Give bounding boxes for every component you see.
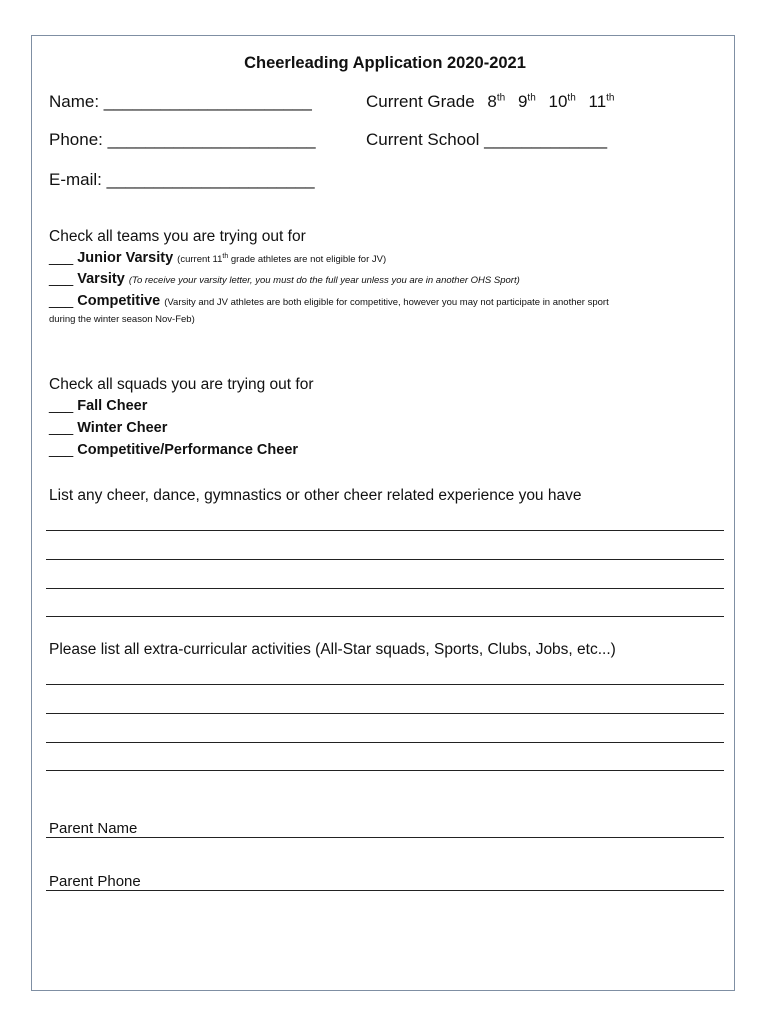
form-title: Cheerleading Application 2020-2021 — [244, 54, 526, 72]
team-note-jv: (current 11th grade athletes are not eligible for JV) — [177, 252, 387, 265]
squad-label-fall: Fall Cheer — [77, 398, 148, 414]
team-label-varsity: Varsity — [77, 271, 125, 287]
current-school-field[interactable]: Current School _____________ — [366, 130, 608, 149]
experience-prompt: List any cheer, dance, gymnastics or other cheer related experience you have — [49, 487, 582, 504]
experience-line-4[interactable] — [46, 616, 724, 617]
parent-phone-line[interactable] — [46, 890, 724, 891]
activities-line-2[interactable] — [46, 713, 724, 714]
squad-label-competitive: Competitive/Performance Cheer — [77, 442, 299, 458]
team-note-varsity: (To receive your varsity letter, you must do the full year unless you are in another OHS Sport) — [128, 275, 520, 286]
name-field[interactable]: Name: ______________________ — [49, 92, 312, 111]
team-option-varsity[interactable] — [49, 271, 520, 287]
phone-field[interactable]: Phone: ______________________ — [49, 130, 316, 149]
current-grade-label: Current Grade — [366, 92, 475, 111]
grade-option-8[interactable]: 8th — [487, 92, 506, 111]
activities-prompt: Please list all extra-curricular activities (All-Star squads, Sports, Clubs, Jobs, etc...) — [49, 641, 616, 658]
parent-name-line[interactable] — [46, 837, 724, 838]
checkbox-blank[interactable]: ___ — [49, 271, 74, 287]
grade-option-9[interactable]: 9th — [517, 92, 536, 111]
activities-line-4[interactable] — [46, 770, 724, 771]
squads-heading: Check all squads you are trying out for — [49, 376, 314, 393]
squad-option-fall[interactable] — [49, 398, 147, 414]
experience-line-2[interactable] — [46, 559, 724, 560]
team-option-jv[interactable] — [49, 250, 386, 266]
squad-option-winter[interactable] — [49, 420, 167, 436]
experience-line-1[interactable] — [46, 530, 724, 531]
teams-heading: Check all teams you are trying out for — [49, 228, 306, 245]
checkbox-blank[interactable]: ___ — [49, 398, 74, 414]
team-label-jv: Junior Varsity — [77, 250, 174, 266]
current-grade-field[interactable] — [366, 92, 623, 112]
checkbox-blank[interactable]: ___ — [49, 442, 74, 458]
team-label-competitive: Competitive — [77, 293, 161, 309]
team-note-competitive: (Varsity and JV athletes are both eligible for competitive, however you may not participate in another sport — [164, 297, 609, 308]
squad-option-competitive[interactable] — [49, 442, 298, 458]
checkbox-blank[interactable]: ___ — [49, 293, 74, 309]
checkbox-blank[interactable]: ___ — [49, 250, 74, 266]
team-option-competitive[interactable] — [49, 293, 609, 309]
squad-label-winter: Winter Cheer — [77, 420, 168, 436]
experience-line-3[interactable] — [46, 588, 724, 589]
grade-option-10[interactable]: 10th — [548, 92, 576, 111]
checkbox-blank[interactable]: ___ — [49, 420, 74, 436]
parent-name-label: Parent Name — [49, 820, 138, 837]
team-note-competitive-cont: during the winter season Nov-Feb) — [49, 314, 195, 325]
parent-phone-label: Parent Phone — [49, 873, 141, 890]
email-field[interactable]: E-mail: ______________________ — [49, 170, 315, 189]
activities-line-1[interactable] — [46, 684, 724, 685]
activities-line-3[interactable] — [46, 742, 724, 743]
grade-option-11[interactable]: 11th — [588, 92, 615, 111]
